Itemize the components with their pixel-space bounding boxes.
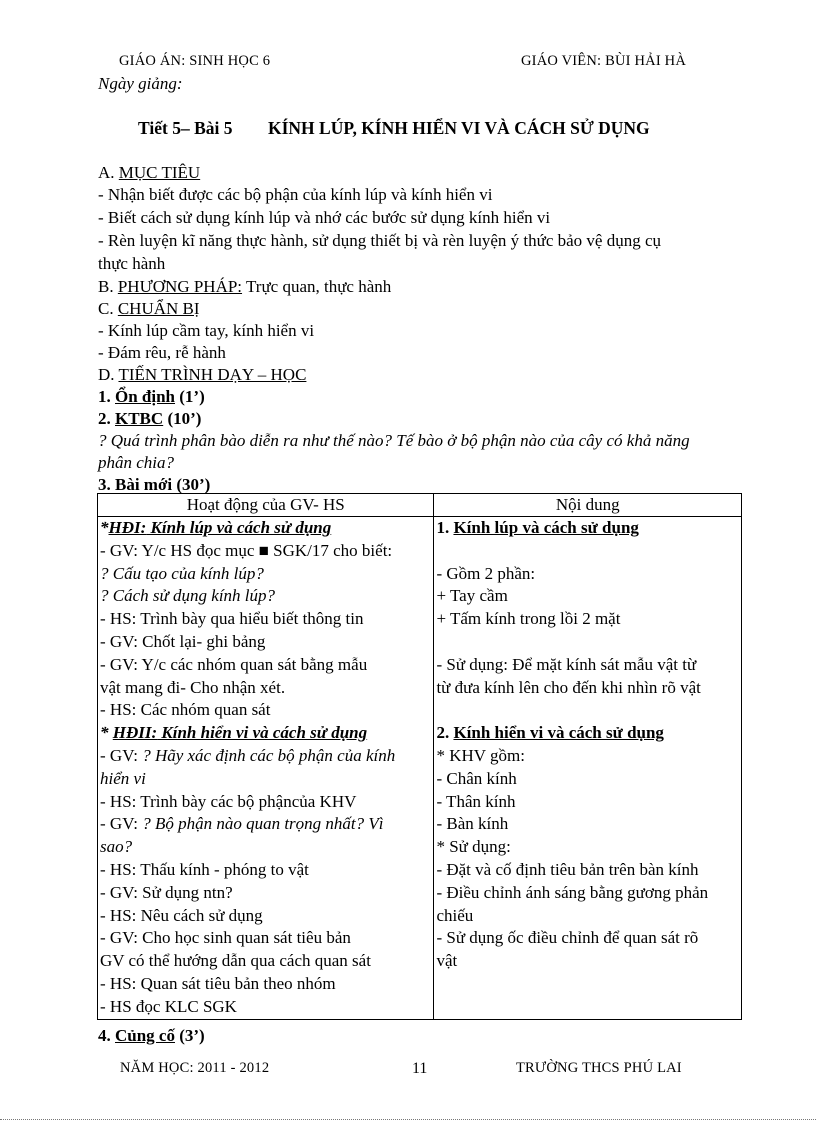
table-line: ? Cách sử dụng kính lúp?	[100, 586, 276, 606]
section-a-heading: A. MỤC TIÊU	[98, 163, 201, 182]
table-line: - GV: Y/c các nhóm quan sát bằng mẫu	[100, 654, 368, 674]
section-b-heading: B. PHƯƠNG PHÁP: Trực quan, thực hành	[98, 277, 392, 296]
question-line: phân chia?	[98, 453, 175, 472]
table-line: vật	[436, 951, 458, 971]
table-line: - HS: Thấu kính - phóng to vật	[100, 859, 309, 879]
table-line: sao?	[100, 837, 133, 857]
lesson-table	[97, 493, 742, 1020]
table-line: - Gồm 2 phần:	[436, 563, 536, 583]
table-line: + Tay cầm	[436, 586, 508, 606]
table-line: * Sử dụng:	[436, 837, 511, 857]
table-line: hiển vi	[100, 768, 146, 788]
table-line: - HS: Các nhóm quan sát	[100, 700, 271, 720]
table-line: - Bàn kính	[436, 814, 509, 834]
table-header-content: Nội dung	[434, 494, 742, 517]
page-number: 11	[412, 1060, 428, 1077]
table-line: - GV: ? Hãy xác định các bộ phận của kính	[100, 745, 396, 765]
table-line: - GV: Cho học sinh quan sát tiêu bản	[100, 928, 351, 948]
footer-left: NĂM HỌC: 2011 - 2012	[120, 1060, 270, 1076]
table-line: - GV: Sử dụng ntn?	[100, 882, 233, 902]
table-line: - Thân kính	[436, 791, 516, 811]
table-line: + Tấm kính trong lồi 2 mặt	[436, 609, 621, 629]
table-line: ? Cấu tạo của kính lúp?	[100, 563, 264, 583]
table-line: từ đưa kính lên cho đến khi nhìn rõ vật	[436, 677, 701, 697]
table-line: - GV: Chốt lại- ghi bảng	[100, 631, 266, 651]
table-line: - HS: Trình bày các bộ phậncủa KHV	[100, 791, 357, 811]
question-line: ? Quá trình phân bào diễn ra như thế nào? Tế bào ở bộ phận nào của cây có khả năng	[98, 431, 690, 450]
list-item: - Biết cách sử dụng kính lúp và nhớ các bước sử dụng kính hiển vi	[98, 208, 551, 227]
content-2-heading: 2. Kính hiển vi và cách sử dụng	[436, 723, 664, 743]
step-3-heading: 3. Bài mới (30’)	[98, 475, 211, 494]
section-d-heading: D. TIẾN TRÌNH DẠY – HỌC	[98, 365, 307, 384]
page-title: KÍNH LÚP, KÍNH HIỂN VI VÀ CÁCH SỬ DỤNG	[268, 118, 650, 138]
table-line: - HS: Quan sát tiêu bản theo nhóm	[100, 973, 336, 993]
table-header-activity: Hoạt động của GV- HS	[98, 494, 434, 517]
table-line: vật mang đi- Cho nhận xét.	[100, 677, 286, 697]
step-1-heading: 1. Ổn định (1’)	[98, 387, 205, 406]
section-c-heading: C. CHUẨN BỊ	[98, 299, 200, 318]
date-label: Ngày giảng:	[98, 74, 183, 93]
table-line: - Sử dụng: Để mặt kính sát mẫu vật từ	[436, 654, 697, 674]
table-line: - HS: Trình bày qua hiểu biết thông tin	[100, 609, 364, 629]
list-item: - Đám rêu, rễ hành	[98, 343, 226, 362]
table-line: - HS: Nêu cách sử dụng	[100, 905, 263, 925]
content-1-heading: 1. Kính lúp và cách sử dụng	[436, 518, 639, 537]
table-line: - Sử dụng ốc điều chỉnh để quan sát rõ	[436, 928, 699, 948]
activity-1-heading: *HĐI: Kính lúp và cách sử dụng	[100, 518, 332, 537]
lesson-number: Tiết 5– Bài 5	[138, 118, 233, 138]
list-item: - Kính lúp cầm tay, kính hiển vi	[98, 321, 315, 340]
table-line: - HS đọc KLC SGK	[100, 996, 237, 1016]
content-cell	[434, 517, 742, 1020]
footer-right: TRƯỜNG THCS PHÚ LAI	[516, 1060, 682, 1076]
table-line: - Điều chỉnh ánh sáng bằng gương phản	[436, 882, 709, 902]
table-line: - GV: ? Bộ phận nào quan trọng nhất? Vì	[100, 814, 384, 834]
table-line: - Chân kính	[436, 768, 517, 788]
activity-cell	[98, 517, 434, 1020]
table-line: * KHV gồm:	[436, 745, 525, 765]
header-left: GIÁO ÁN: SINH HỌC 6	[119, 53, 271, 69]
list-item: thực hành	[98, 254, 166, 273]
activity-2-heading: * HĐII: Kính hiển vi và cách sử dụng	[100, 723, 368, 743]
page-bottom-divider	[0, 1119, 816, 1121]
table-line: chiếu	[436, 905, 474, 925]
header-right: GIÁO VIÊN: BÙI HẢI HÀ	[521, 53, 687, 69]
table-line: - GV: Y/c HS đọc mục ■ SGK/17 cho biết:	[100, 540, 393, 560]
table-line: - Đặt và cố định tiêu bản trên bàn kính	[436, 859, 699, 879]
step-4-heading: 4. Củng cố (3’)	[98, 1026, 205, 1045]
table-line: GV có thể hướng dẫn qua cách quan sát	[100, 951, 371, 971]
step-2-heading: 2. KTBC (10’)	[98, 409, 202, 428]
list-item: - Nhận biết được các bộ phận của kính lúp và kính hiển vi	[98, 185, 493, 204]
list-item: - Rèn luyện kĩ năng thực hành, sử dụng thiết bị và rèn luyện ý thức bảo vệ dụng cụ	[98, 231, 662, 250]
